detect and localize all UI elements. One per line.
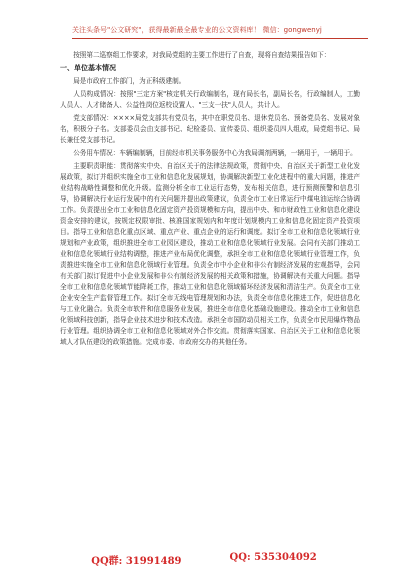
party-paragraph: 党支部情况：××××局党支部共有党员名，其中在职党员名、退休党员名、预备党员名、发展对象名，积极分子名。支部委员会由支部书记、纪检委员、宣传委员、组织委员四人组成，局党组书记、局长兼任党支部书记。: [60, 114, 360, 144]
qq-text: QQ: 535304092: [229, 552, 317, 563]
section-heading: 一、单位基本情况: [60, 64, 116, 72]
duties-paragraph: 主要职责职能：贯彻落实中央、自治区关于的法律法规政策，贯彻中央、自治区关于新型工业化发展政策，拟订并组织实施全市工业和信息化发展规划，协调解决新型工业化进程中的重大问题，推进产业结构战略性调整和优化升级。监测分析全市工业运行态势，发布相关信息，进行预测预警和信息引导，协调解决行业运行发展中的有关问题并提出政策建议，负责全市工业日常运行中煤电油运综合协调工作。负责提出全市工业和信息化固定资产投资规模和方向，提出中央、和市财政性工业和信息化建设资金安排的建议，按规定权限审批、核准国家规划内和年度计划规模内工业和信息化固定资产投资项目。指导工业和信息化重点区域、重点产业、重点企业的运行和调度。拟订全市工业和信息化领域行业规划和产业政策，组织推进全市工业园区建设，推动工业和信息化领域行业发展。会同有关部门推动工业和信息化领域行业结构调整，推进产业布局优化调整，承担全市工业和信息化领域行业管理工作，负责推进实施全市工业和信息化领域行业管理。负责全市中小企业和非公有制经济发展的宏观指导，会同有关部门拟订促进中小企业发展和非公有制经济发展的相关政策和措施，协调解决有关重大问题。指导全市工业和信息化领域节能降耗工作，推动工业和信息化领域循环经济发展和清洁生产。负责全市工业企业安全生产监督管理工作。拟订全市无线电管理规划和办法，负责全市信息化推进工作，促进信息化与工业化融合。负责全市软件和信息服务业发展，推进全市信息化基础设施建设。推动全市工业和信息化领域科技创新，指导企业技术进步和技术改造。承担全市国防动员相关工作，负责全市民用爆炸物品行业管理。组织协调全市工业和信息化领域对外合作交流。贯彻落实国家、自治区关于工业和信息化领域人才队伍建设的政策措施。完成市委、市政府交办的其他任务。: [60, 162, 360, 346]
header-banner: 关注头条号"公文研究"，获得最新最全最专业的公文资料库！ 微信：gongwenyj: [72, 26, 368, 39]
footer-contacts: [0, 552, 408, 567]
document-body: [60, 50, 360, 350]
intro-paragraph: 按照第二巡察组工作要求，对我局党组的主要工作进行了自查，现将自查结果报告如下：: [73, 51, 331, 59]
unit-paragraph: 局是市政府工作部门，为正科级建制。: [73, 77, 186, 85]
staff-paragraph: 人员构成情况：按照"三定方案"核定机关行政编制名，现有局长名，副局长名，行政编制人，工勤人员人、人才储备人、公益性岗位返校设置人、"三支一扶"人员人，共计人。: [60, 90, 360, 109]
vehicle-paragraph: 公务用车情况：车辆编制辆，目前经市机关事务服务中心为我局调剂两辆，一辆用于，一辆用于。: [73, 149, 357, 157]
qq-group-text: QQ群: 31991489: [91, 556, 182, 567]
